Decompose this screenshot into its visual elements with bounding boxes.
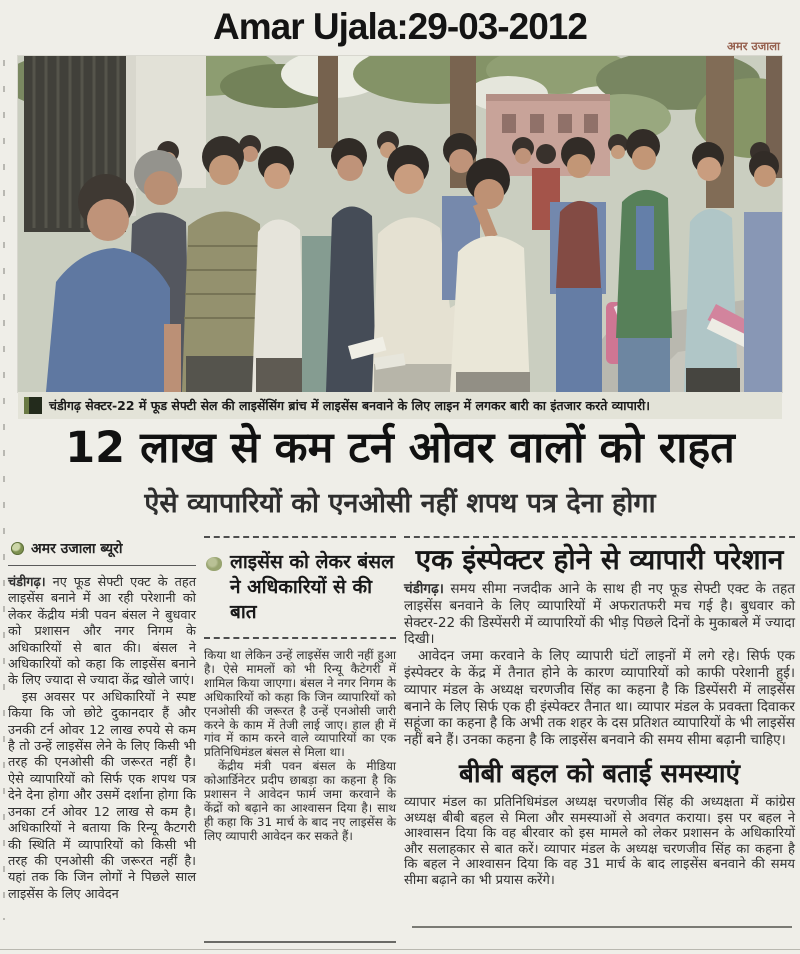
section-title: बीबी बहल को बताई समस्याएं: [459, 758, 740, 789]
article-paragraph: किया था लेकिन उन्हें लाइसेंस जारी नहीं हुआ है। ऐसे मामलों को भी रिन्यू कैटेगरी में शामिल किया जाएगा। बंसल ने नगर निगम के अधिकारियों को कहा कि जिन व्यापारियों को एनओसी की जरूरत है उन्हें एनओसी जारी करने के काम में तेजी लाई जाए। हाल ही में गांव में काम करने वाले व्यापारियों का एक प्रतिनिधिमंडल बंसल से मिला था।: [204, 648, 396, 760]
page-title: Amar Ujala:29-03-2012: [213, 6, 587, 47]
caption-text: चंडीगढ़ सेक्टर-22 में फूड सेफ्टी सेल की लाइसेंसिंग ब्रांच में लाइसेंस बनवाने के लिए लाइन में लगकर बारी का इंतजार करते व्यापारी।: [49, 398, 650, 413]
caption-marker-icon: [24, 397, 42, 414]
dateline: चंडीगढ़।: [404, 581, 444, 597]
article-paragraph: व्यापार मंडल का प्रतिनिधिमंडल अध्यक्ष चरणजीव सिंह की अध्यक्षता में कांग्रेस अध्यक्ष बीबी बहल से मिला और समस्याओं से अवगत कराया। इस पर बहल ने आश्वासन दिया कि वह बीरवार को इस मामले को लेकर प्रशासन के अधिकारियों और सलाहकार से बात करें। व्यापार मंडल के अध्यक्ष चरणजीव सिंह का कहना है कि बहल ने आश्वासन दिया कि वह 31 मार्च के बाद लाइसेंस बनवाने की समय सीमा बढ़ाने का भी प्रयास करेंगे।: [404, 794, 795, 888]
dashed-rule-top: [404, 536, 795, 538]
dashed-rule-bottom: [204, 637, 396, 639]
box-bullet-icon: [206, 557, 222, 571]
main-headline: 12 लाख से कम टर्न ओवर वालों को राहत: [65, 423, 735, 473]
column-left: [8, 536, 196, 903]
byline-bullet-icon: [11, 542, 24, 555]
byline-text: अमर उजाला ब्यूरो: [31, 541, 123, 557]
column-bottom-rule: [412, 926, 792, 928]
article-paragraph: आवेदन जमा करवाने के लिए व्यापारी घंटों लाइनों में लगे रहे। सिर्फ एक इंस्पेक्टर के केंद्र में तैनात होने के कारण व्यापारियों को काफी परेशानी हुई। व्यापार मंडल के अध्यक्ष चरणजीव सिंह का कहना है कि डिस्पेंसरी में लाइसेंस बनाने के लिए सिर्फ एक ही इंस्पेक्टर तैनात था। व्यापार मंडल के प्रवक्ता दिवाकर सहूंजा का कहना है कि अभी तक शहर के दस प्रतिशत व्यापारियों के भी लाइसेंस नहीं बने हैं। उनका कहना है कि लाइसेंस बनवाने की समय सीमा बढ़ानी चाहिए।: [404, 648, 795, 749]
column-bottom-rule: [204, 941, 396, 943]
article-paragraph: [8, 575, 196, 690]
article-paragraph: इस अवसर पर अधिकारियों ने स्पष्ट किया कि जो छोटे दुकानदार हैं और उनकी टर्न ओवर 12 लाख रुपये से कम है तो उन्हें लाइसेंस लेने के लिए किसी भी तरह की एनओसी की जरूरत नहीं है। ऐसे व्यापारियों को सिर्फ एक शपथ पत्र देने देना होगा और उसमें दर्शाना होगा कि उनका टर्न ओवर 12 लाख से कम है। अधिकारियों ने बताया कि रिन्यू कैटगरी की स्थिति में व्यापारियों को किसी भी तरह की एनओसी की जरूरत नहीं है। यहां तक कि जिन लोगों ने पिछले साल लाइसेंस के लिए आवेदन: [8, 689, 196, 902]
photo-caption: [18, 392, 782, 419]
column-right: [404, 536, 795, 889]
article-paragraph: केंद्रीय मंत्री पवन बंसल के मीडिया कोआर्डिनेटर प्रदीप छाबड़ा का कहना है कि प्रशासन ने आवेदन फार्म जमा करवाने के केंद्रों को बढ़ाने का आश्वासन दिया है। साथ ही कहा कि 31 मार्च के बाद नए लाइसेंस के लिए व्यापारी आवेदन कर सकते हैं।: [204, 759, 396, 843]
crowd-queue-illustration: [18, 56, 782, 392]
news-photo: [18, 56, 782, 392]
highlight-box-header: [204, 538, 396, 637]
masthead-label: अमर उजाला: [727, 39, 780, 53]
article-paragraph: [404, 581, 795, 648]
sub-headline: ऐसे व्यापारियों को एनओसी नहीं शपथ पत्र देना होगा: [144, 488, 656, 519]
column-middle: [204, 536, 396, 844]
paragraph-text: नए फूड सेफ्टी एक्ट के तहत लाइसेंस बनाने में आ रही परेशानी को लेकर केंद्रीय मंत्री पवन बंसल ने बुधवार को प्रशासन और नगर निगम के अधिकारियों से बात की। बंसल ने अधिकारियों को कहा कि लाइसेंस बनाने के लिए ज्यादा से ज्यादा केंद्र खोले जाएं।: [8, 575, 196, 689]
paragraph-text: समय सीमा नजदीक आने के साथ ही नए फूड सेफ्टी एक्ट के तहत लाइसेंस बनवाने के लिए व्यापारियों में अफरातफरी मच गई है। बुधवार को सेक्टर-22 की डिस्पेंसरी में व्यापारियों की भीड़ पिछले दिनों के मुकाबले में ज्यादा दिखी।: [404, 581, 795, 648]
byline: [8, 536, 196, 566]
box-title: लाइसेंस को लेकर बंसल ने अधिकारियों से की बात: [230, 551, 394, 623]
section-title: एक इंस्पेक्टर होने से व्यापारी परेशान: [415, 543, 784, 576]
page-bottom-rule: [0, 949, 800, 950]
dashed-rule-top: [204, 536, 396, 538]
dateline: चंडीगढ़।: [8, 575, 46, 590]
